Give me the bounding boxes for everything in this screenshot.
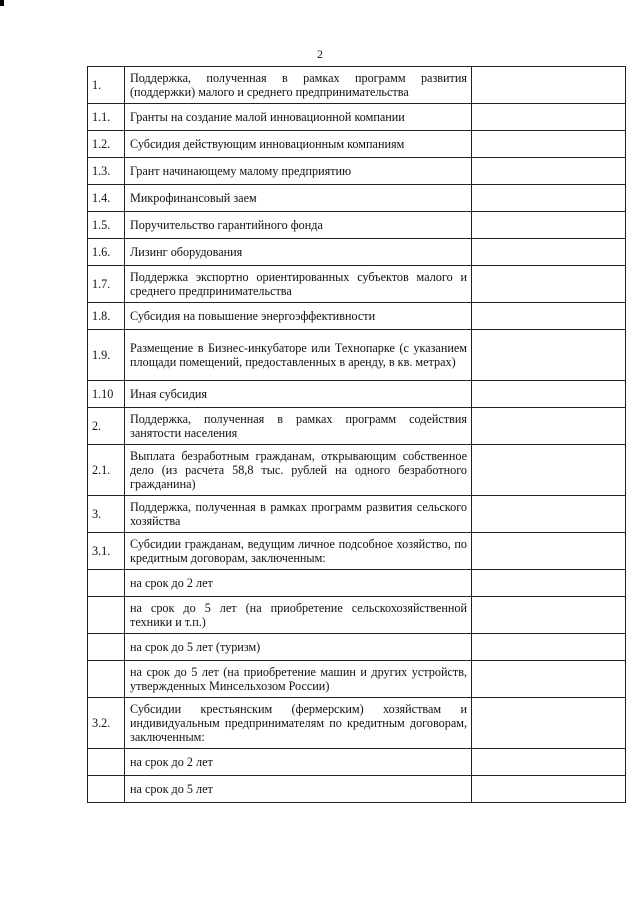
row-number: 3.1. bbox=[88, 533, 125, 570]
row-description: на срок до 5 лет bbox=[125, 776, 472, 803]
table-row bbox=[88, 239, 626, 266]
table-row bbox=[88, 661, 626, 698]
table-row bbox=[88, 67, 626, 104]
support-table bbox=[87, 66, 626, 803]
table-row bbox=[88, 776, 626, 803]
table-row bbox=[88, 303, 626, 330]
row-description: Гранты на создание малой инновационной компании bbox=[125, 104, 472, 131]
row-description: на срок до 5 лет (на приобретение машин и других устройств, утвержденных Минсельхозом России) bbox=[125, 661, 472, 698]
row-value bbox=[472, 303, 626, 330]
page-number: 2 bbox=[317, 47, 323, 61]
row-description: Микрофинансовый заем bbox=[125, 185, 472, 212]
row-number: 1.2. bbox=[88, 131, 125, 158]
row-number bbox=[88, 570, 125, 597]
row-number: 1.10 bbox=[88, 381, 125, 408]
row-description: Субсидии крестьянским (фермерским) хозяйствам и индивидуальным предпринимателям по кредитным договорам, заключенным: bbox=[125, 698, 472, 749]
table-row bbox=[88, 749, 626, 776]
row-value bbox=[472, 496, 626, 533]
row-description: Поддержка, полученная в рамках программ развития сельского хозяйства bbox=[125, 496, 472, 533]
row-description: Субсидия действующим инновационным компаниям bbox=[125, 131, 472, 158]
row-number: 1.5. bbox=[88, 212, 125, 239]
table-row bbox=[88, 408, 626, 445]
row-value bbox=[472, 597, 626, 634]
table-row bbox=[88, 533, 626, 570]
row-description: Поддержка экспортно ориентированных субъектов малого и среднего предпринимательства bbox=[125, 266, 472, 303]
row-number bbox=[88, 661, 125, 698]
row-number: 1.1. bbox=[88, 104, 125, 131]
row-number: 1.3. bbox=[88, 158, 125, 185]
row-number: 1.7. bbox=[88, 266, 125, 303]
row-number: 2.1. bbox=[88, 445, 125, 496]
row-number bbox=[88, 634, 125, 661]
table-row bbox=[88, 266, 626, 303]
row-number: 2. bbox=[88, 408, 125, 445]
row-value bbox=[472, 330, 626, 381]
row-description: на срок до 2 лет bbox=[125, 570, 472, 597]
row-description: Субсидии гражданам, ведущим личное подсобное хозяйство, по кредитным договорам, заключенным: bbox=[125, 533, 472, 570]
row-description: Лизинг оборудования bbox=[125, 239, 472, 266]
row-description: на срок до 5 лет (туризм) bbox=[125, 634, 472, 661]
row-number: 1.4. bbox=[88, 185, 125, 212]
table-row bbox=[88, 185, 626, 212]
row-value bbox=[472, 104, 626, 131]
row-value bbox=[472, 185, 626, 212]
table-row bbox=[88, 597, 626, 634]
row-description: Поддержка, полученная в рамках программ развития (поддержки) малого и среднего предпринимательства bbox=[125, 67, 472, 104]
row-value bbox=[472, 158, 626, 185]
table-row bbox=[88, 131, 626, 158]
scan-corner-mark bbox=[0, 0, 4, 6]
row-description: на срок до 5 лет (на приобретение сельскохозяйственной техники и т.п.) bbox=[125, 597, 472, 634]
row-value bbox=[472, 698, 626, 749]
row-value bbox=[472, 776, 626, 803]
row-value bbox=[472, 661, 626, 698]
table-row bbox=[88, 212, 626, 239]
row-description: Поручительство гарантийного фонда bbox=[125, 212, 472, 239]
table-row bbox=[88, 698, 626, 749]
support-table-container bbox=[87, 66, 625, 803]
row-value bbox=[472, 634, 626, 661]
row-description: Поддержка, полученная в рамках программ содействия занятости населения bbox=[125, 408, 472, 445]
row-number bbox=[88, 749, 125, 776]
row-value bbox=[472, 67, 626, 104]
row-value bbox=[472, 212, 626, 239]
row-number: 1.8. bbox=[88, 303, 125, 330]
row-description: Иная субсидия bbox=[125, 381, 472, 408]
table-row bbox=[88, 634, 626, 661]
row-description: на срок до 2 лет bbox=[125, 749, 472, 776]
table-row bbox=[88, 104, 626, 131]
row-value bbox=[472, 408, 626, 445]
row-value bbox=[472, 381, 626, 408]
table-row bbox=[88, 158, 626, 185]
row-description: Выплата безработным гражданам, открывающим собственное дело (из расчета 58,8 тыс. рублей на одного безработного гражданина) bbox=[125, 445, 472, 496]
row-value bbox=[472, 239, 626, 266]
row-description: Грант начинающему малому предприятию bbox=[125, 158, 472, 185]
row-description: Размещение в Бизнес-инкубаторе или Технопарке (с указанием площади помещений, предоставленных в аренду, в кв. метрах) bbox=[125, 330, 472, 381]
row-value bbox=[472, 533, 626, 570]
row-number: 1.9. bbox=[88, 330, 125, 381]
row-number bbox=[88, 776, 125, 803]
row-value bbox=[472, 266, 626, 303]
row-description: Субсидия на повышение энергоэффективности bbox=[125, 303, 472, 330]
table-row bbox=[88, 381, 626, 408]
table-row bbox=[88, 496, 626, 533]
row-number: 3. bbox=[88, 496, 125, 533]
row-value bbox=[472, 445, 626, 496]
row-value bbox=[472, 131, 626, 158]
row-number: 1.6. bbox=[88, 239, 125, 266]
row-number: 3.2. bbox=[88, 698, 125, 749]
table-row bbox=[88, 330, 626, 381]
row-number: 1. bbox=[88, 67, 125, 104]
table-row bbox=[88, 445, 626, 496]
table-row bbox=[88, 570, 626, 597]
row-value bbox=[472, 749, 626, 776]
row-number bbox=[88, 597, 125, 634]
row-value bbox=[472, 570, 626, 597]
